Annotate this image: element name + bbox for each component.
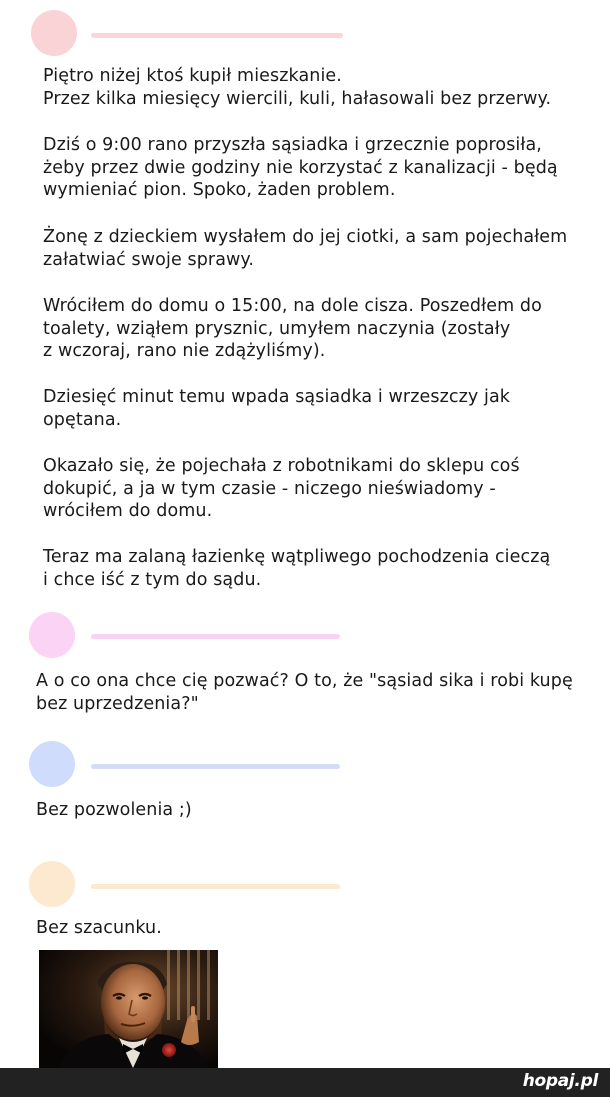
username-placeholder-post-1 (91, 33, 343, 38)
avatar-post-3 (29, 741, 75, 787)
attached-photo (39, 950, 218, 1068)
footer-bar (0, 1068, 610, 1097)
site-logo[interactable]: hopaj.pl (522, 1071, 598, 1091)
post-1-paragraph-4: Wróciłem do domu o 15:00, na dole cisza. Poszedłem do toalety, wziąłem prysznic, umyłem naczynia (zostały z wczoraj, rano nie zdążyliśmy). (43, 296, 542, 361)
username-placeholder-post-2 (91, 634, 340, 639)
avatar-post-2 (29, 612, 75, 658)
post-1-paragraph-3: Żonę z dzieckiem wysłałem do jej ciotki, a sam pojechałem załatwiać swoje sprawy. (43, 227, 568, 270)
post-1-paragraph-6: Okazało się, że pojechała z robotnikami do sklepu coś dokupić, a ja w tym czasie - niczego nieświadomy - wróciłem do domu. (43, 456, 520, 521)
post-3-paragraph-1: Bez pozwolenia ;) (36, 800, 192, 820)
post-2-paragraph-1: A o co ona chce cię pozwać? O to, że "sąsiad sika i robi kupę bez uprzedzenia?" (36, 671, 573, 714)
photo-illustration (39, 950, 218, 1068)
post-1-paragraph-2: Dziś o 9:00 rano przyszła sąsiadka i grzecznie poprosiła, żeby przez dwie godziny nie korzystać z kanalizacji - będą wymieniać pion. Spoko, żaden problem. (43, 135, 558, 200)
post-1-paragraph-1: Piętro niżej ktoś kupił mieszkanie. Przez kilka miesięcy wiercili, kuli, hałasowali bez przerwy. (43, 66, 552, 109)
username-placeholder-post-3 (91, 764, 340, 769)
avatar-post-1 (31, 10, 77, 56)
post-4-paragraph-1: Bez szacunku. (36, 918, 162, 938)
username-placeholder-post-4 (91, 884, 340, 889)
post-1-paragraph-7: Teraz ma zalaną łazienkę wątpliwego pochodzenia cieczą i chce iść z tym do sądu. (43, 547, 551, 590)
post-1-paragraph-5: Dziesięć minut temu wpada sąsiadka i wrzeszczy jak opętana. (43, 387, 511, 430)
avatar-post-4 (29, 861, 75, 907)
